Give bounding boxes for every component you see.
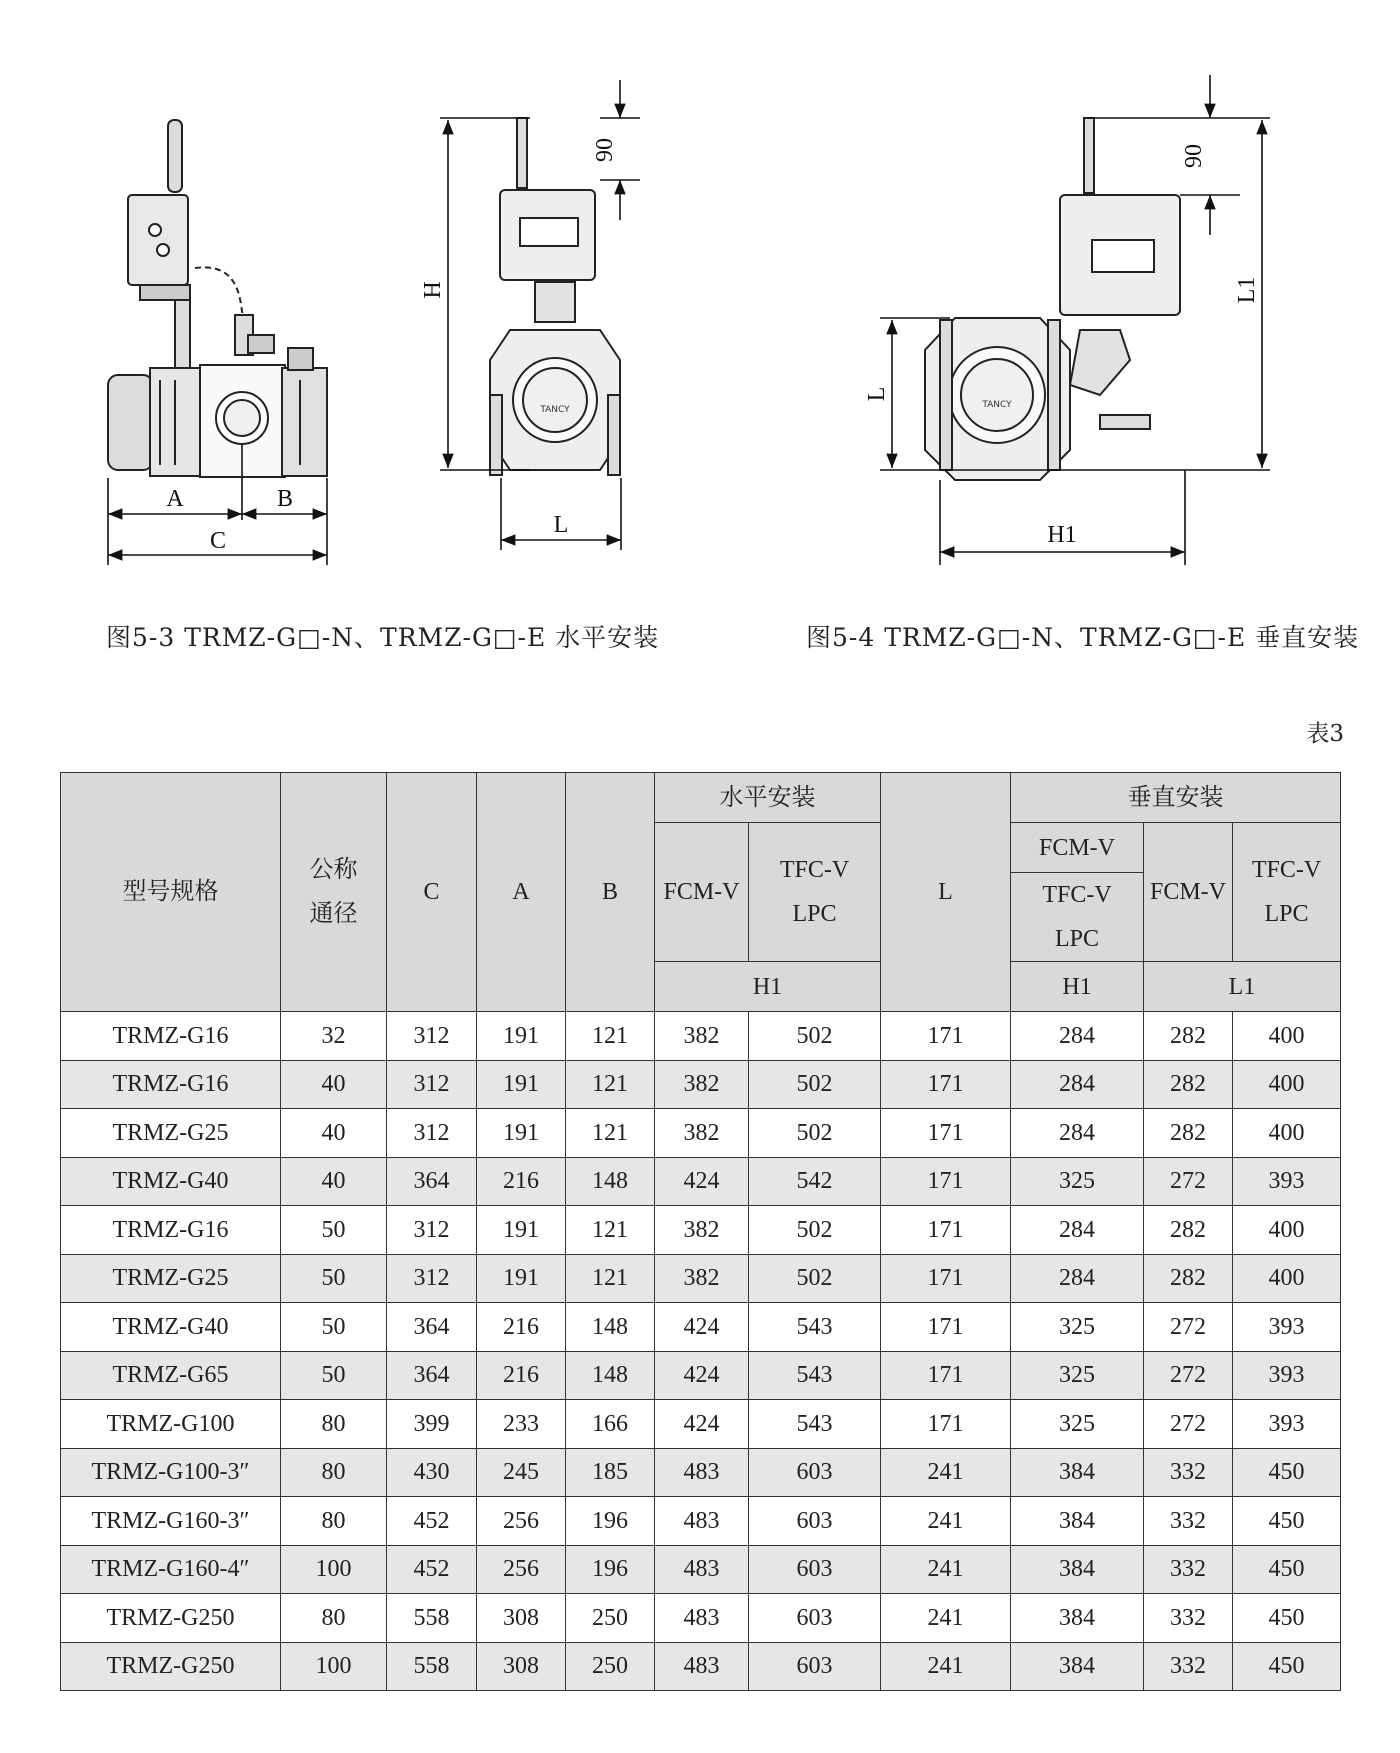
cell: 32 [281,1012,387,1061]
cell: 332 [1144,1448,1233,1497]
cell: 50 [281,1254,387,1303]
header-v-fcm-top: FCM-V [1011,823,1144,873]
fig2-dimensions [880,75,1270,565]
cell: 400 [1233,1060,1341,1109]
cell: 382 [655,1012,749,1061]
fig1-nameplate: TANCY [540,405,570,415]
cell: 603 [749,1545,881,1594]
fig2-dim-90-label: 90 [1181,144,1207,168]
header-v-l1: L1 [1144,962,1341,1012]
table-body [61,1012,1341,1691]
cell: 502 [749,1254,881,1303]
cell: 282 [1144,1012,1233,1061]
cell: 100 [281,1545,387,1594]
cell: 40 [281,1109,387,1158]
cell: TRMZ-G16 [61,1012,281,1061]
cell: 196 [566,1497,655,1546]
cell: 121 [566,1206,655,1255]
cell: 148 [566,1157,655,1206]
cell: 399 [387,1400,477,1449]
cell: 272 [1144,1351,1233,1400]
header-vertical: 垂直安装 [1011,773,1341,823]
cell: 452 [387,1545,477,1594]
cell: 100 [281,1642,387,1691]
dimension-table [60,772,1341,1691]
fig1-front-view [490,118,620,475]
cell: 424 [655,1351,749,1400]
cell: 558 [387,1594,477,1643]
cell: 483 [655,1594,749,1643]
table-row [61,1254,1341,1303]
cell: 282 [1144,1254,1233,1303]
cell: TRMZ-G250 [61,1594,281,1643]
header-v-tfc2: TFC-V [1251,857,1322,883]
cell: 502 [749,1060,881,1109]
cell: 148 [566,1303,655,1352]
cell: 250 [566,1594,655,1643]
cell: 430 [387,1448,477,1497]
cell: TRMZ-G40 [61,1157,281,1206]
cell: TRMZ-G16 [61,1060,281,1109]
cell: 272 [1144,1400,1233,1449]
cell: 121 [566,1254,655,1303]
cell: 241 [881,1594,1011,1643]
cell: 483 [655,1497,749,1546]
header-nominal-line1: 公称 [309,857,358,883]
header-h-h1: H1 [655,962,881,1012]
cell: 171 [881,1351,1011,1400]
cell: 502 [749,1206,881,1255]
cell: 171 [881,1254,1011,1303]
cell: 384 [1011,1642,1144,1691]
header-nominal-line2: 通径 [309,901,358,927]
cell: 250 [566,1642,655,1691]
cell: 393 [1233,1157,1341,1206]
fig1-side-view [108,120,327,477]
cell: 171 [881,1157,1011,1206]
table-row [61,1012,1341,1061]
cell: 450 [1233,1448,1341,1497]
header-v-lpc: LPC [1054,926,1099,952]
cell: 603 [749,1594,881,1643]
cell: 40 [281,1060,387,1109]
figure-5-3-caption: 图5-3 TRMZ-G□-N、TRMZ-G□-E 水平安装 [106,623,660,652]
cell: 216 [477,1303,566,1352]
header-v-tfc: TFC-V [1042,882,1112,908]
cell: 282 [1144,1060,1233,1109]
cell: TRMZ-G25 [61,1109,281,1158]
cell: TRMZ-G250 [61,1642,281,1691]
cell: 171 [881,1206,1011,1255]
header-v-lpc2: LPC [1264,901,1309,927]
table-row [61,1545,1341,1594]
cell: 543 [749,1303,881,1352]
table-row [61,1642,1341,1691]
fig2-dim-l-label: L [864,386,890,402]
cell: 332 [1144,1545,1233,1594]
table-row [61,1594,1341,1643]
cell: 332 [1144,1594,1233,1643]
table-row [61,1157,1341,1206]
cell: 121 [566,1012,655,1061]
cell: 543 [749,1351,881,1400]
cell: 312 [387,1109,477,1158]
installation-drawings [0,0,1400,700]
cell: 312 [387,1060,477,1109]
cell: 325 [1011,1351,1144,1400]
cell: 452 [387,1497,477,1546]
header-b: B [566,773,655,1012]
cell: 121 [566,1109,655,1158]
cell: 166 [566,1400,655,1449]
header-v-tfc-lpc-stack [1011,873,1144,962]
cell: TRMZ-G100-3″ [61,1448,281,1497]
cell: 121 [566,1060,655,1109]
cell: 282 [1144,1109,1233,1158]
header-h-tfc: TFC-V [779,857,850,883]
cell: TRMZ-G100 [61,1400,281,1449]
cell: 216 [477,1351,566,1400]
dim-90-label: 90 [592,138,618,162]
cell: 603 [749,1642,881,1691]
table-row [61,1400,1341,1449]
cell: 171 [881,1060,1011,1109]
cell: 450 [1233,1545,1341,1594]
table-row [61,1060,1341,1109]
fig2-view [925,118,1180,480]
fig2-nameplate: TANCY [982,400,1012,410]
cell: 312 [387,1206,477,1255]
cell: 450 [1233,1642,1341,1691]
cell: 312 [387,1254,477,1303]
cell: 325 [1011,1400,1144,1449]
cell: 543 [749,1400,881,1449]
cell: 308 [477,1594,566,1643]
cell: 325 [1011,1303,1144,1352]
table-row [61,1497,1341,1546]
cell: 382 [655,1109,749,1158]
header-h-fcm: FCM-V [655,823,749,962]
cell: 502 [749,1109,881,1158]
cell: 308 [477,1642,566,1691]
cell: 284 [1011,1109,1144,1158]
table-label: 表3 [1306,721,1344,747]
cell: 50 [281,1303,387,1352]
cell: 483 [655,1642,749,1691]
cell: 282 [1144,1206,1233,1255]
cell: 191 [477,1254,566,1303]
cell: 191 [477,1012,566,1061]
cell: 148 [566,1351,655,1400]
header-horizontal: 水平安装 [655,773,881,823]
cell: 80 [281,1400,387,1449]
cell: 171 [881,1400,1011,1449]
dim-b-label: B [276,486,294,512]
figure-5-4-caption: 图5-4 TRMZ-G□-N、TRMZ-G□-E 垂直安装 [806,623,1360,652]
cell: 171 [881,1303,1011,1352]
cell: 483 [655,1448,749,1497]
cell: TRMZ-G65 [61,1351,281,1400]
cell: 40 [281,1157,387,1206]
dim-h-label: H [420,281,446,299]
dim-a-label: A [166,486,184,512]
cell: 241 [881,1642,1011,1691]
cell: 384 [1011,1497,1144,1546]
cell: 272 [1144,1303,1233,1352]
header-h-lpc: LPC [792,901,837,927]
header-a: A [477,773,566,1012]
cell: 393 [1233,1303,1341,1352]
fig2-dim-h1-label: H1 [1047,522,1077,548]
cell: 245 [477,1448,566,1497]
cell: 233 [477,1400,566,1449]
cell: 603 [749,1448,881,1497]
fig2-dim-l1-label: L1 [1234,276,1260,304]
cell: 171 [881,1109,1011,1158]
cell: 284 [1011,1060,1144,1109]
header-model: 型号规格 [61,773,281,1012]
cell: 256 [477,1545,566,1594]
cell: 542 [749,1157,881,1206]
cell: TRMZ-G25 [61,1254,281,1303]
cell: 80 [281,1594,387,1643]
cell: 191 [477,1206,566,1255]
table-row [61,1303,1341,1352]
cell: 382 [655,1206,749,1255]
cell: TRMZ-G16 [61,1206,281,1255]
cell: 272 [1144,1157,1233,1206]
cell: 364 [387,1303,477,1352]
cell: 80 [281,1448,387,1497]
cell: 424 [655,1400,749,1449]
header-nominal-diameter [281,773,387,1012]
cell: 284 [1011,1012,1144,1061]
cell: 483 [655,1545,749,1594]
table-row [61,1448,1341,1497]
cell: 384 [1011,1448,1144,1497]
table-row [61,1206,1341,1255]
cell: 332 [1144,1642,1233,1691]
table-row [61,1351,1341,1400]
header-c: C [387,773,477,1012]
cell: 400 [1233,1206,1341,1255]
cell: 400 [1233,1109,1341,1158]
cell: 502 [749,1012,881,1061]
cell: 400 [1233,1012,1341,1061]
cell: 393 [1233,1351,1341,1400]
cell: TRMZ-G40 [61,1303,281,1352]
cell: 364 [387,1157,477,1206]
header-h-tfc-lpc [749,823,881,962]
cell: 241 [881,1497,1011,1546]
cell: 325 [1011,1157,1144,1206]
cell: 450 [1233,1497,1341,1546]
cell: 284 [1011,1206,1144,1255]
cell: 171 [881,1012,1011,1061]
cell: 364 [387,1351,477,1400]
cell: 50 [281,1351,387,1400]
cell: 382 [655,1060,749,1109]
cell: TRMZ-G160-4″ [61,1545,281,1594]
cell: 191 [477,1060,566,1109]
cell: 384 [1011,1545,1144,1594]
cell: 241 [881,1545,1011,1594]
header-v-tfc-lpc [1233,823,1341,962]
header-v-h1: H1 [1011,962,1144,1012]
cell: 185 [566,1448,655,1497]
dim-l-label: L [553,512,569,538]
table-row [61,1109,1341,1158]
cell: 450 [1233,1594,1341,1643]
cell: 332 [1144,1497,1233,1546]
cell: 382 [655,1254,749,1303]
header-l: L [881,773,1011,1012]
cell: 424 [655,1303,749,1352]
header-v-fcm: FCM-V [1144,823,1233,962]
cell: 400 [1233,1254,1341,1303]
cell: 384 [1011,1594,1144,1643]
cell: 393 [1233,1400,1341,1449]
cell: 241 [881,1448,1011,1497]
cell: 216 [477,1157,566,1206]
cell: 196 [566,1545,655,1594]
cell: 558 [387,1642,477,1691]
cell: 603 [749,1497,881,1546]
cell: 191 [477,1109,566,1158]
cell: 50 [281,1206,387,1255]
dim-c-label: C [209,528,227,554]
cell: 284 [1011,1254,1144,1303]
cell: 80 [281,1497,387,1546]
cell: TRMZ-G160-3″ [61,1497,281,1546]
cell: 424 [655,1157,749,1206]
cell: 256 [477,1497,566,1546]
cell: 312 [387,1012,477,1061]
